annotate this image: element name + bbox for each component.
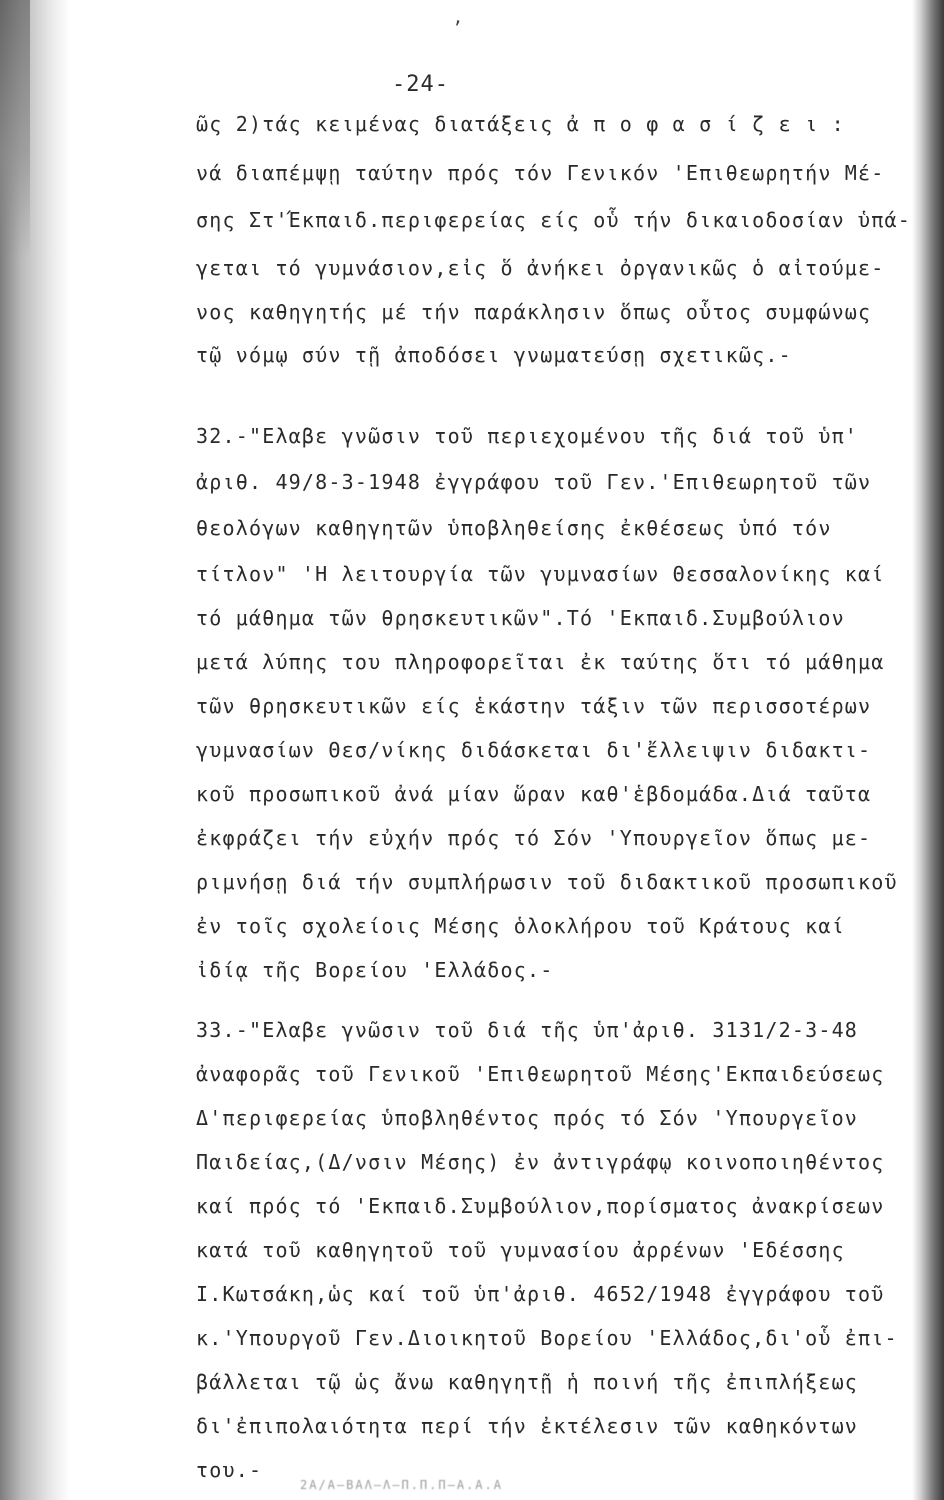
text-line: ῶς 2)τάς κειμένας διατάξεις ἀ π ο φ α σ ί ζ ε ι : [196, 112, 845, 136]
text-line: δι'ἐπιπολαιότητα περί τήν ἐκτέλεσιν τῶν καθηκόντων [196, 1414, 859, 1438]
text-line: ἰδίᾳ τῆς Βορείου 'Ελλάδος.- [196, 958, 554, 982]
text-line: τῷ νόμῳ σύν τῇ ἀποδόσει γνωματεύσῃ σχετικῶς.- [196, 343, 792, 367]
text-line: μετά λύπης του πληροφορεῖται ἐκ ταύτης ὅτι τό μάθημα [196, 650, 885, 674]
text-line: Δ'περιφερείας ὑποβληθέντος πρός τό Σόν 'Υπουργεῖον [196, 1106, 859, 1130]
text-line: Παιδείας,(Δ/νσιν Μέσης) ἐν ἀντιγράφῳ κοινοποιηθέντος [196, 1150, 885, 1174]
text-line: ριμνήσῃ διά τήν συμπλήρωσιν τοῦ διδακτικοῦ προσωπικοῦ [196, 870, 898, 894]
text-line: θεολόγων καθηγητῶν ὑποβληθείσης ἐκθέσεως ὑπό τόν [196, 516, 832, 540]
scan-shadow-right [912, 0, 944, 1500]
top-mark: ʼ [452, 18, 463, 39]
text-line: ἐκφράζει τήν εὐχήν πρός τό Σόν 'Υπουργεῖον ὅπως με- [196, 826, 872, 850]
text-line: τό μάθημα τῶν θρησκευτικῶν".Τό 'Εκπαιδ.Συμβούλιον [196, 606, 845, 630]
text-line: του.- [196, 1458, 263, 1482]
text-line: καί πρός τό 'Εκπαιδ.Συμβούλιον,πορίσματος ἀνακρίσεων [196, 1194, 885, 1218]
text-line: τῶν θρησκευτικῶν είς ἑκάστην τάξιν τῶν περισσοτέρων [196, 694, 872, 718]
text-line: Ι.Κωτσάκη,ὡς καί τοῦ ὑπ'ἀριθ. 4652/1948 ἐγγράφου τοῦ [196, 1282, 885, 1306]
text-line: γεται τό γυμνάσιον,εἰς ὅ ἀνήκει ὀργανικῶς ὁ αἰτούμε- [196, 256, 885, 280]
page-number: -24- [392, 72, 449, 97]
text-line: ἐν τοῖς σχολείοις Μέσης ὁλοκλήρου τοῦ Κράτους καί [196, 914, 845, 938]
text-line: γυμνασίων Θεσ/νίκης διδάσκεται δι'ἔλλειψιν διδακτι- [196, 738, 872, 762]
text-line: βάλλεται τῷ ὡς ἄνω καθηγητῇ ἡ ποινή τῆς ἐπιπλήξεως [196, 1370, 859, 1394]
text-line: κ.'Υπουργοῦ Γεν.Διοικητοῦ Βορείου 'Ελλάδος,δι'οὗ ἐπι- [196, 1326, 898, 1350]
scan-shadow-left-top [0, 0, 30, 260]
text-line: τίτλον" 'Η λειτουργία τῶν γυμνασίων Θεσσαλονίκης καί [196, 562, 885, 586]
text-line: νά διαπέμψῃ ταύτην πρός τόν Γενικόν 'Επιθεωρητήν Μέ- [196, 161, 885, 185]
text-line: κοῦ προσωπικοῦ ἀνά μίαν ὥραν καθ'ἑβδομάδα.Διά ταῦτα [196, 782, 872, 806]
text-line: σης Στ'Έκπαιδ.περιφερείας είς οὗ τήν δικαιοδοσίαν ὑπά- [196, 208, 912, 232]
text-line: 32.-"Ελαβε γνῶσιν τοῦ περιεχομένου τῆς διά τοῦ ὑπ' [196, 424, 859, 448]
text-line: νος καθηγητής μέ τήν παράκλησιν ὅπως οὗτος συμφώνως [196, 300, 872, 324]
text-line: ἀναφορᾶς τοῦ Γενικοῦ 'Επιθεωρητοῦ Μέσης'Εκπαιδεύσεως [196, 1062, 885, 1086]
text-line: 33.-"Ελαβε γνῶσιν τοῦ διά τῆς ὑπ'ἀριθ. 3131/2-3-48 [196, 1018, 859, 1042]
text-line: ἀριθ. 49/8-3-1948 ἐγγράφου τοῦ Γεν.'Επιθεωρητοῦ τῶν [196, 470, 872, 494]
text-line: κατά τοῦ καθηγητοῦ τοῦ γυμνασίου ἀρρένων 'Εδέσσης [196, 1238, 845, 1262]
footer-stamp: 2Α/Α—ΒΑΛ—Λ—Π.Π.Π—Α.Α.Α [300, 1478, 503, 1492]
